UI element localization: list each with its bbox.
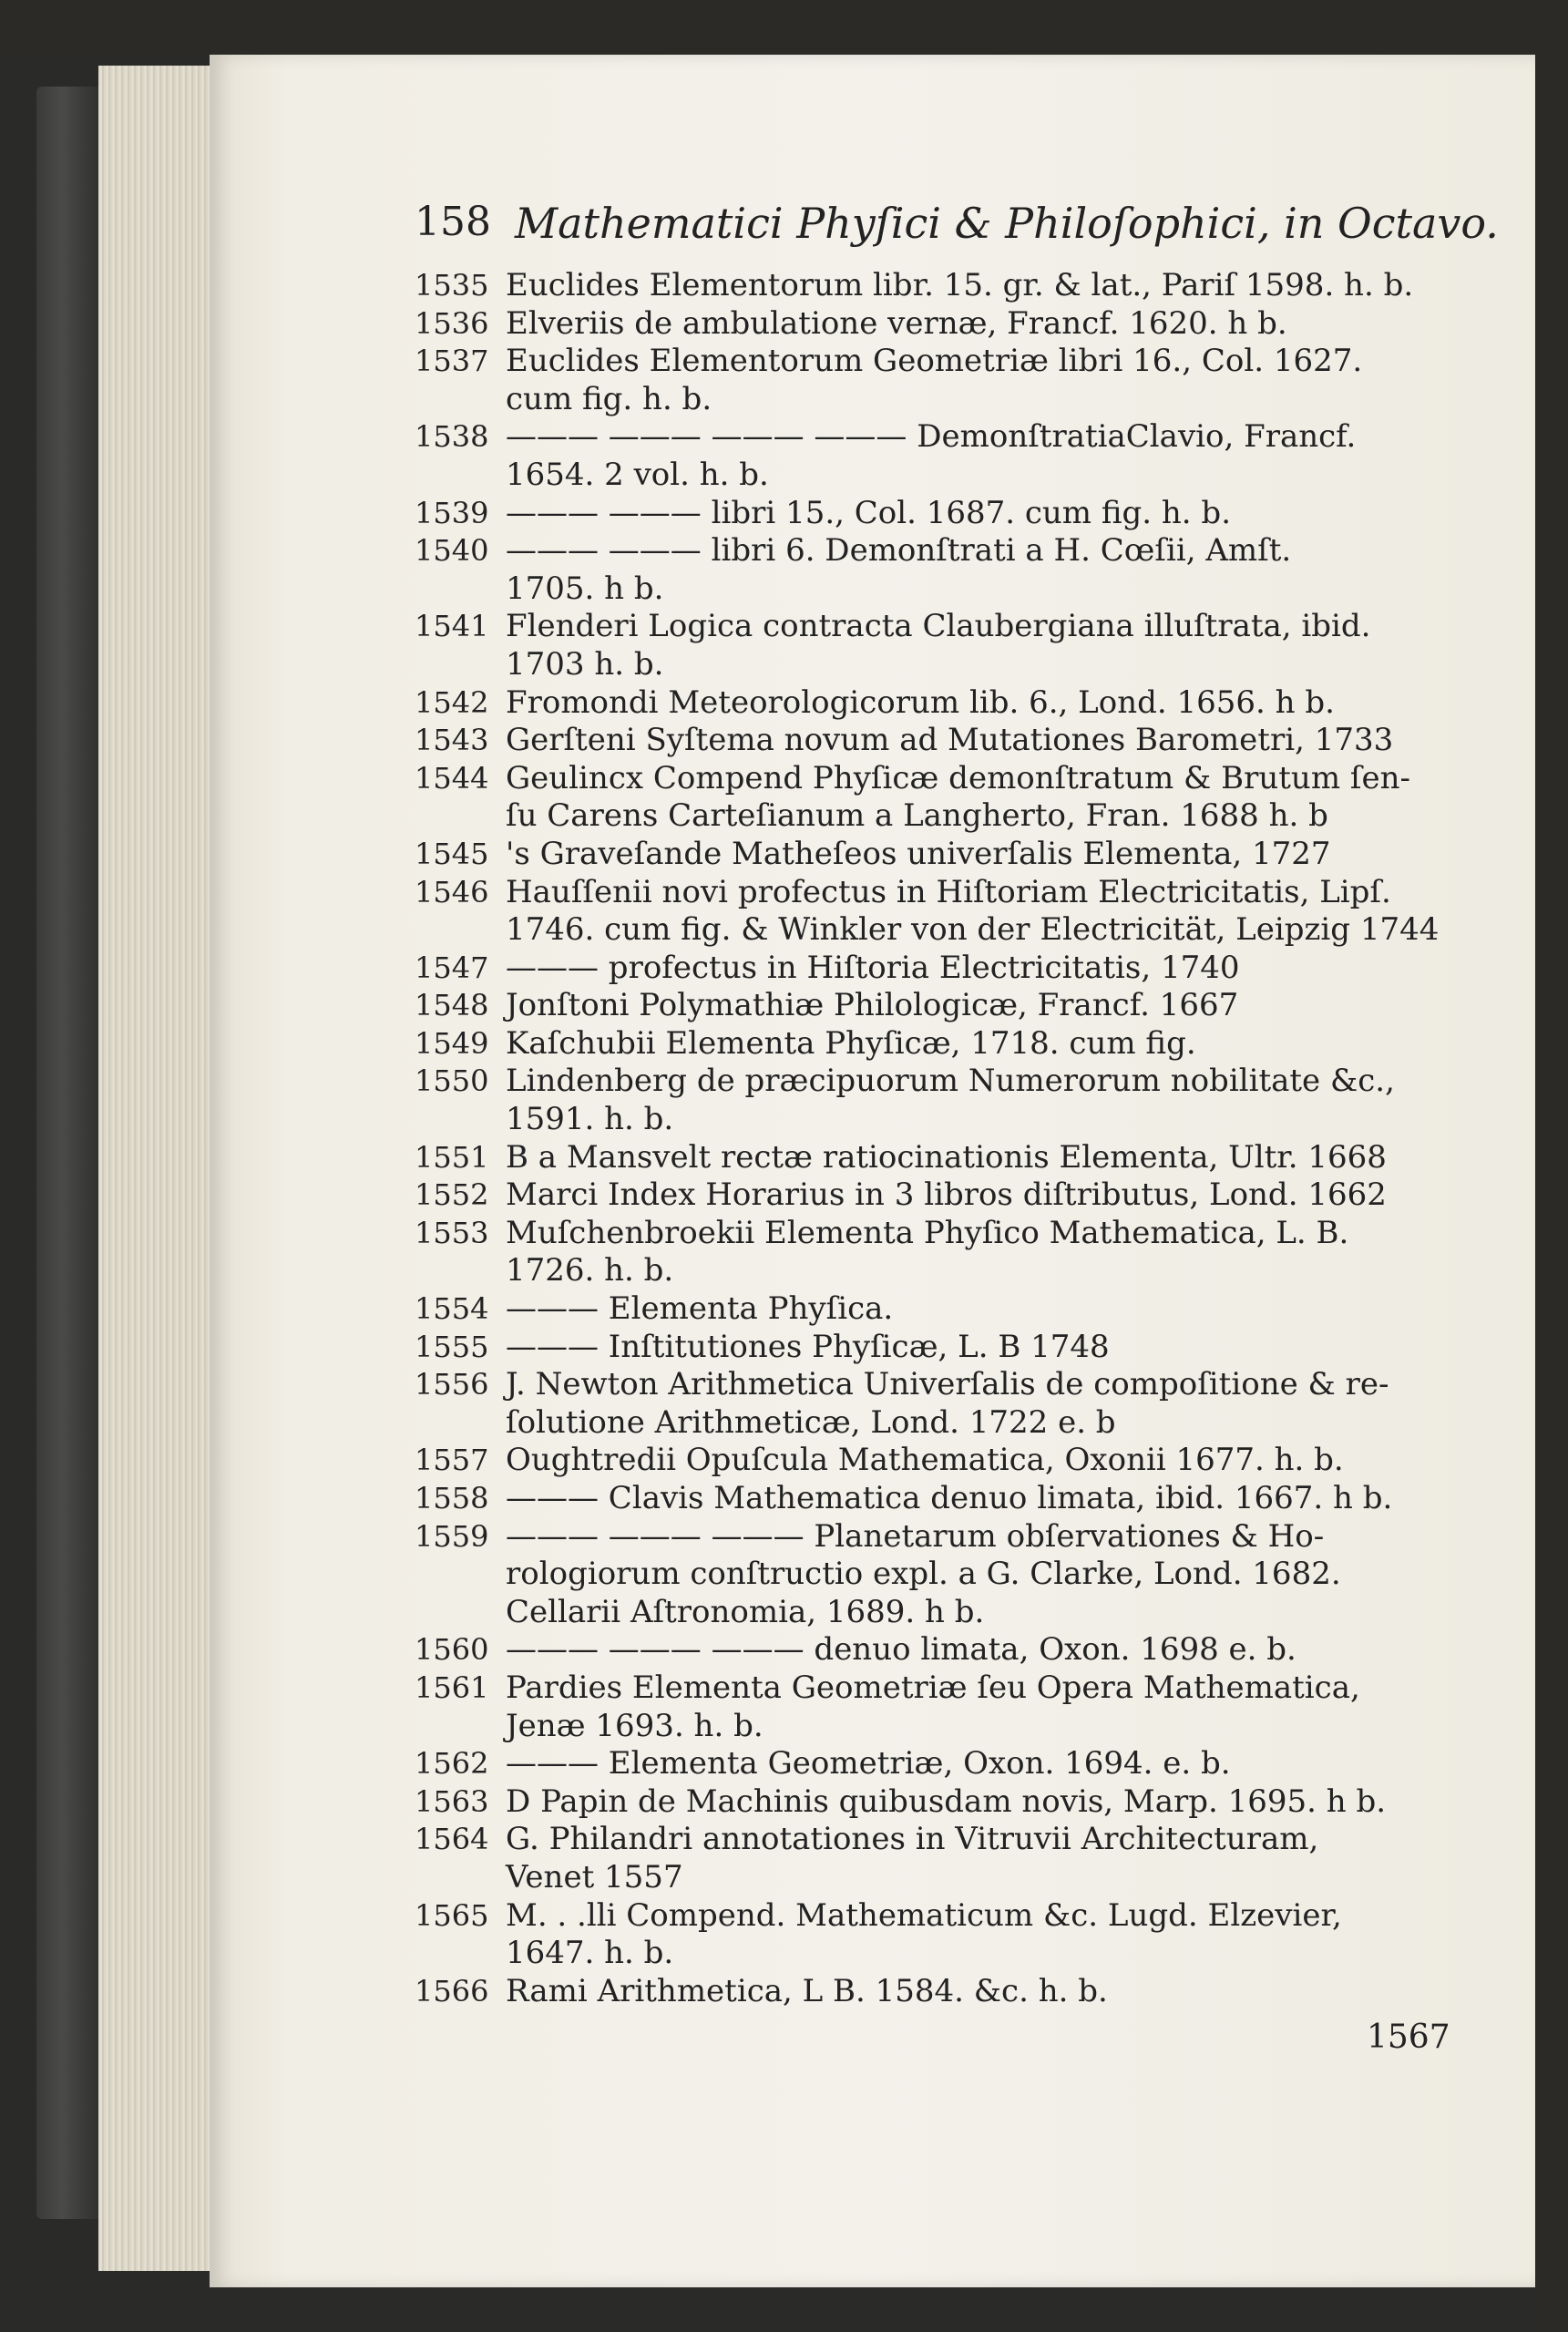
entry-line: Rami Arithmetica, L B. 1584. &c. h. b.	[506, 1972, 1108, 2009]
entry-text	[506, 1669, 1453, 1745]
entry-line: Geulincx Compend Phyſicæ demonſtratum & Brutum ſen-	[506, 759, 1410, 796]
entry-line: D Papin de Machinis quibusdam novis, Marp. 1695. h b.	[506, 1782, 1387, 1820]
catalogue-entry	[415, 1176, 1453, 1215]
entry-text	[506, 1821, 1453, 1896]
entry-number: 1551	[415, 1139, 489, 1175]
entry-line: Elveriis de ambulatione vernæ, Francf. 1620. h b.	[506, 304, 1287, 342]
entry-number: 1556	[415, 1367, 489, 1402]
entry-text	[506, 1290, 1453, 1329]
entry-text	[506, 987, 1453, 1025]
entry-number: 1546	[415, 874, 489, 909]
entry-text	[506, 1442, 1453, 1480]
entry-line: 1647. h. b.	[506, 1935, 674, 1972]
entry-line: rologiorum conſtructio expl. a G. Clarke, Lond. 1682.	[506, 1556, 1341, 1593]
catalogue-entry	[415, 1063, 1453, 1138]
entry-text	[506, 836, 1453, 874]
entry-text	[506, 608, 1453, 683]
catalogue-entries	[415, 267, 1453, 2010]
entry-line: ——— profectus in Hiſtoria Electricitatis, 1740	[506, 949, 1240, 986]
entry-line: J. Newton Arithmetica Univerſalis de compoſitione & re-	[506, 1366, 1389, 1403]
entry-text	[506, 343, 1453, 418]
entry-line: ——— ——— libri 6. Demonſtrati a H. Cœſii, Amſt.	[506, 532, 1292, 570]
entry-number: 1553	[415, 1215, 489, 1250]
entry-line: Jonſtoni Polymathiæ Philologicæ, Francf. 1667	[506, 987, 1239, 1024]
entry-line: Lindenberg de præcipuorum Numerorum nobilitate &c.,	[506, 1063, 1395, 1100]
entry-text	[506, 684, 1453, 723]
entry-line: ——— Clavis Mathematica denuo limata, ibid. 1667. h b.	[506, 1480, 1393, 1516]
entry-text	[506, 874, 1453, 950]
entry-text	[506, 495, 1453, 533]
entry-line: ——— ——— ——— ——— DemonſtratiaClavio, Francf.	[506, 418, 1357, 456]
entry-text	[506, 1897, 1453, 1973]
catalogue-entry	[415, 1139, 1453, 1177]
entry-text	[506, 1973, 1453, 2011]
entry-line: Venet 1557	[506, 1858, 683, 1895]
entry-line: ——— Inſtitutiones Phyſicæ, L. B 1748	[506, 1328, 1110, 1365]
entry-number: 1552	[415, 1177, 489, 1213]
book-spine	[36, 87, 100, 2219]
entry-text	[506, 1139, 1453, 1177]
entry-line: 1726. h. b.	[506, 1252, 674, 1289]
entry-line: Pardies Elementa Geometriæ ſeu Opera Mathematica,	[506, 1669, 1360, 1706]
entry-text	[506, 1631, 1453, 1669]
entry-number: 1555	[415, 1329, 489, 1364]
entry-line: Fromondi Meteorologicorum lib. 6., Lond. 1656. h b.	[506, 683, 1335, 721]
entry-line: cum fig. h. b.	[506, 380, 712, 417]
entry-text	[506, 760, 1453, 836]
entry-text	[506, 305, 1453, 344]
page-number: 158	[415, 199, 491, 245]
entry-line: ——— ——— ——— denuo limata, Oxon. 1698 e. b.	[506, 1631, 1296, 1669]
entry-number: 1542	[415, 684, 489, 720]
entry-number: 1545	[415, 836, 489, 871]
entry-line: ſu Carens Carteſianum a Langherto, Fran. 1688 h. b	[506, 797, 1328, 835]
entry-number: 1562	[415, 1746, 489, 1782]
entry-text	[506, 1783, 1453, 1822]
catalogue-entry	[415, 1631, 1453, 1669]
entry-text	[506, 1063, 1453, 1138]
entry-line: Gerſteni Syſtema novum ad Mutationes Barometri, 1733	[506, 722, 1394, 759]
catalogue-entry	[415, 305, 1453, 344]
entry-line: Cellarii Aſtronomia, 1689. h b.	[506, 1593, 985, 1630]
entry-number: 1550	[415, 1063, 489, 1099]
entry-text	[506, 1366, 1453, 1442]
catalogue-entry	[415, 1215, 1453, 1290]
entry-line: Jenæ 1693. h. b.	[506, 1707, 764, 1744]
entry-number: 1541	[415, 609, 489, 644]
entry-line: Hauſſenii novi profectus in Hiſtoriam Electricitatis, Lipſ.	[506, 873, 1391, 910]
top-border	[0, 0, 1568, 55]
entry-number: 1564	[415, 1822, 489, 1857]
catalogue-entry	[415, 760, 1453, 836]
catalogue-entry	[415, 1442, 1453, 1480]
entry-number: 1540	[415, 533, 489, 569]
entry-line: Flenderi Logica contracta Claubergiana illuſtrata, ibid.	[506, 608, 1371, 645]
page-header	[415, 199, 1499, 262]
entry-text	[506, 1025, 1453, 1063]
entry-line: ——— ——— libri 15., Col. 1687. cum fig. h. b.	[506, 494, 1231, 531]
entry-line: Euclides Elementorum libr. 15. gr. & lat., Pariſ 1598. h. b.	[506, 267, 1414, 303]
entry-line: B a Mansvelt rectæ ratiocinationis Elementa, Ultr. 1668	[506, 1138, 1387, 1176]
entry-line: 1746. cum fig. & Winkler von der Electricität, Leipzig 1744	[506, 911, 1440, 949]
catalogue-entry	[415, 684, 1453, 723]
entry-text	[506, 532, 1453, 608]
catalogue-entry	[415, 1745, 1453, 1783]
entry-line: ſolutione Arithmeticæ, Lond. 1722 e. b	[506, 1403, 1116, 1441]
entry-number: 1547	[415, 950, 489, 985]
entry-line: G. Philandri annotationes in Vitruvii Architecturam,	[506, 1821, 1319, 1858]
catalogue-entry	[415, 343, 1453, 418]
entry-text	[506, 1480, 1453, 1518]
catalogue-entry	[415, 1366, 1453, 1442]
catalogue-entry	[415, 722, 1453, 760]
catalogue-entry	[415, 874, 1453, 950]
catalogue-entry	[415, 1480, 1453, 1518]
entry-number: 1566	[415, 1973, 489, 2008]
entry-text	[506, 1176, 1453, 1215]
entry-number: 1560	[415, 1632, 489, 1668]
running-title: Mathematici Phyſici & Philoſophici, in Octavo.	[515, 199, 1499, 248]
entry-text	[506, 418, 1453, 494]
entry-text	[506, 722, 1453, 760]
entry-text	[506, 267, 1453, 305]
entry-number: 1539	[415, 495, 489, 530]
entry-text	[506, 1518, 1453, 1632]
catalogue-entry	[415, 608, 1453, 683]
entry-line: Muſchenbroekii Elementa Phyſico Mathematica, L. B.	[506, 1214, 1349, 1251]
catalogue-entry	[415, 1821, 1453, 1896]
catalogue-entry	[415, 418, 1453, 494]
entry-number: 1535	[415, 268, 489, 303]
entry-text	[506, 1329, 1453, 1367]
catalogue-entry	[415, 495, 1453, 533]
entry-number: 1559	[415, 1518, 489, 1554]
entry-number: 1537	[415, 344, 489, 379]
entry-number: 1561	[415, 1669, 489, 1705]
catalogue-entry	[415, 836, 1453, 874]
entry-number: 1557	[415, 1443, 489, 1478]
entry-number: 1554	[415, 1291, 489, 1327]
entry-number: 1563	[415, 1783, 489, 1819]
entry-number: 1558	[415, 1481, 489, 1515]
entry-line: 's Graveſande Matheſeos univerſalis Elementa, 1727	[506, 835, 1331, 872]
entry-number: 1543	[415, 723, 489, 758]
catalogue-entry	[415, 950, 1453, 988]
catalogue-entry	[415, 532, 1453, 608]
catalogue-entry	[415, 1973, 1453, 2011]
entry-line: M. . .lli Compend. Mathematicum &c. Lugd. Elzevier,	[506, 1896, 1342, 1934]
entry-number: 1565	[415, 1897, 489, 1933]
entry-line: Euclides Elementorum Geometriæ libri 16., Col. 1627.	[506, 343, 1363, 380]
catalogue-entry	[415, 1897, 1453, 1973]
entry-line: 1591. h. b.	[506, 1101, 674, 1138]
entry-number: 1536	[415, 305, 489, 341]
entry-line: 1703 h. b.	[506, 645, 664, 683]
entry-line: Kaſchubii Elementa Phyſicæ, 1718. cum fig.	[506, 1024, 1196, 1062]
entry-number: 1548	[415, 988, 489, 1023]
entry-line: ——— Elementa Geometriæ, Oxon. 1694. e. b.	[506, 1745, 1231, 1782]
catalogue-entry	[415, 1669, 1453, 1745]
entry-line: Oughtredii Opuſcula Mathematica, Oxonii 1677. h. b.	[506, 1442, 1344, 1479]
catalogue-entry	[415, 1329, 1453, 1367]
entry-number: 1544	[415, 760, 489, 796]
entry-line: Marci Index Horarius in 3 libros diſtributus, Lond. 1662	[506, 1176, 1387, 1214]
entry-line: ——— Elementa Phyſica.	[506, 1290, 894, 1328]
catalogue-entry	[415, 267, 1453, 305]
entry-text	[506, 1215, 1453, 1290]
entry-text	[506, 950, 1453, 988]
right-border	[1535, 0, 1568, 2332]
catalogue-entry	[415, 1518, 1453, 1632]
entry-number: 1538	[415, 419, 489, 455]
catalogue-entry	[415, 1783, 1453, 1822]
entry-line: 1705. h b.	[506, 570, 664, 607]
entry-line: ——— ——— ——— Planetarum obſervationes & Ho-	[506, 1517, 1325, 1555]
entry-text	[506, 1745, 1453, 1783]
entry-number: 1549	[415, 1025, 489, 1061]
catalogue-entry	[415, 1290, 1453, 1329]
catchword: 1567	[1367, 2019, 1450, 2056]
catalogue-entry	[415, 987, 1453, 1025]
entry-line: 1654. 2 vol. h. b.	[506, 456, 769, 493]
catalogue-entry	[415, 1025, 1453, 1063]
